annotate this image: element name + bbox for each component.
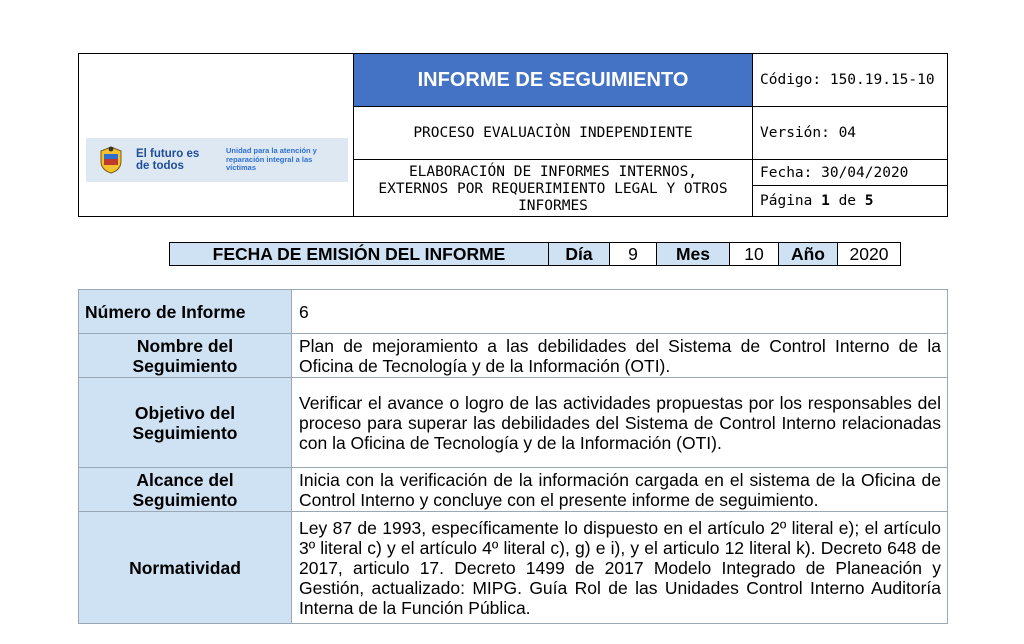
coat-of-arms-icon	[98, 145, 124, 175]
pagina-middle: de	[829, 193, 865, 209]
row-label-nombre: Nombre del Seguimiento	[79, 334, 292, 378]
elaboracion: ELABORACIÓN DE INFORMES INTERNOS, EXTERNOS POR REQUERIMIENTO LEGAL Y OTROS INFORMES	[354, 160, 753, 217]
anio-value: 2020	[838, 243, 901, 266]
info-table	[78, 289, 948, 624]
table-row	[79, 468, 948, 512]
mes-value: 10	[730, 243, 779, 266]
row-value-alcance: Inicia con la verificación de la información cargada en el sistema de la Oficina de Control Interno y concluye con el presente informe de seguimiento.	[292, 468, 948, 512]
logo-cell	[79, 54, 354, 217]
row-label-normatividad: Normatividad	[79, 512, 292, 624]
row-label-objetivo: Objetivo del Seguimiento	[79, 378, 292, 468]
dia-label: Día	[549, 243, 610, 266]
document-title: INFORME DE SEGUIMIENTO	[354, 54, 753, 107]
row-value-nombre: Plan de mejoramiento a las debilidades del Sistema de Control Interno de la Oficina de Tecnología y de la Información (OTI).	[292, 334, 948, 378]
table-row	[79, 334, 948, 378]
emission-label: FECHA DE EMISIÓN DEL INFORME	[170, 243, 549, 266]
table-row	[79, 290, 948, 334]
header-table	[78, 53, 948, 217]
version: Versión: 04	[753, 107, 948, 160]
proceso: PROCESO EVALUACIÒN INDEPENDIENTE	[354, 107, 753, 160]
logo-sub-text: Unidad para la atención y reparación integral a las víctimas	[226, 146, 317, 173]
anio-label: Año	[779, 243, 838, 266]
emission-date-table	[169, 242, 901, 266]
pagina-current: 1	[821, 193, 830, 209]
table-row	[79, 378, 948, 468]
logo	[86, 138, 348, 182]
row-label-numero: Número de Informe	[79, 290, 292, 334]
row-label-alcance: Alcance del Seguimiento	[79, 468, 292, 512]
row-value-normatividad: Ley 87 de 1993, específicamente lo dispuesto en el artículo 2º literal e); el artículo 3º literal c) y el artículo 4º literal c), g) e i), y el articulo 12 literal k). Decreto 648 de 2017, articulo 17. Decreto 1499 de 2017 Modelo Integrado de Planeación y Gestión, actualizado: MIPG. Guía Rol de las Unidades Control Interno Auditoría Interna de la Función Pública.	[292, 512, 948, 624]
dia-value: 9	[610, 243, 657, 266]
pagina-total: 5	[864, 193, 874, 209]
logo-main-text: El futuro es de todos	[136, 148, 200, 172]
row-value-numero: 6	[292, 290, 948, 334]
codigo: Código: 150.19.15-10	[753, 54, 948, 107]
pagina-prefix: Página	[760, 193, 822, 209]
table-row	[79, 512, 948, 624]
row-value-objetivo: Verificar el avance o logro de las actividades propuestas por los responsables del proceso para superar las debilidades del Sistema de Control Interno relacionadas con la Oficina de Tecnología y de la Información (OTI).	[292, 378, 948, 468]
pagina	[753, 186, 948, 217]
fecha: Fecha: 30/04/2020	[753, 160, 948, 186]
mes-label: Mes	[657, 243, 730, 266]
